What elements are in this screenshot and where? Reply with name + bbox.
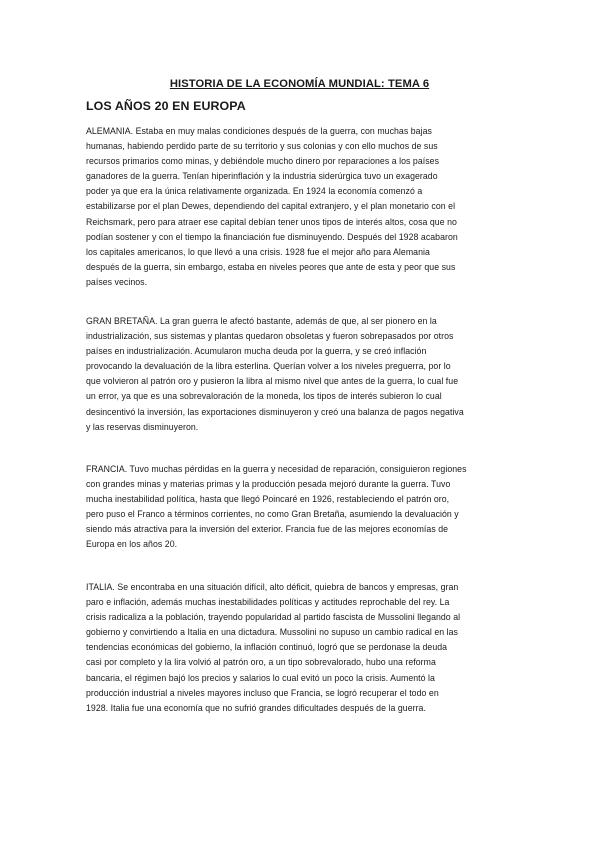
text-line: poder ya que era la única relativamente organizada. En 1924 la economía comenzó a — [86, 186, 423, 197]
text-line: que volvieron al patrón oro y pusieron la libra al mismo nivel que antes de la guerra, lo cual fue — [86, 376, 459, 387]
text-line: provocando la devaluación de la libra esterlina. Querían volver a los niveles preguerra, por lo — [86, 361, 451, 372]
text-line: ITALIA. Se encontraba en una situación difícil, alto déficit, quiebra de bancos y empresas, gran — [86, 582, 459, 592]
text-line: países en industrialización. Acumularon mucha deuda por la guerra, y se creó inflación — [86, 346, 427, 357]
text-line: países vecinos. — [86, 276, 148, 287]
text-line: ganadores de la guerra. Tenían hiperinflación y la industria siderúrgica tuvo un exagerado — [86, 171, 438, 182]
paragraph-francia — [86, 462, 522, 553]
text-line: humanas, habiendo perdido parte de su territorio y sus colonias y con ello muchos de sus — [86, 141, 438, 152]
text-line: paro e inflación, además muchas inestabilidades políticas y actitudes reprochable del rey. La — [86, 597, 450, 608]
text-line: producción industrial a niveles mayores incluso que Francia, se logró recuperar el todo en — [86, 687, 439, 698]
text-line: Reichsmark, pero para atraer ese capital debían tener unos tipos de interés altos, cosa que no — [86, 216, 457, 227]
text-line: recursos primarios como minas, y debiéndole mucho dinero por reparaciones a los países — [86, 156, 440, 167]
paragraph-gran-bretana — [86, 314, 522, 435]
text-line: desincentivó la inversión, las exportaciones disminuyeron y creó una balanza de pagos negativa — [86, 406, 464, 417]
text-line: y las reservas disminuyeron. — [86, 421, 199, 432]
paragraph-alemania — [86, 124, 522, 290]
document-title: HISTORIA DE LA ECONOMÍA MUNDIAL: TEMA 6 — [169, 78, 430, 90]
text-line: gobierno y convirtiendo a Italia en una dictadura. Mussolini no supuso un cambio radical en las — [86, 627, 458, 638]
text-line: ALEMANIA. Estaba en muy malas condiciones después de la guerra, con muchas bajas — [86, 126, 432, 136]
text-line: FRANCIA. Tuvo muchas pérdidas en la guerra y necesidad de reparación, consiguieron regiones — [86, 464, 467, 474]
text-line: crisis radicaliza a la población, trayendo popularidad al partido fascista de Mussolini llegando al — [86, 612, 461, 623]
paragraph-italia — [86, 580, 522, 716]
text-line: los capitales americanos, lo que llevó a una crisis. 1928 fue el mejor año para Alemania — [86, 246, 430, 257]
section-heading: LOS AÑOS 20 EN EUROPA — [86, 99, 246, 113]
text-line: siendo más atractiva para la inversión del exterior. Francia fue de las mejores economías de — [86, 524, 449, 535]
text-line: Europa en los años 20. — [86, 539, 178, 550]
text-line: podían sostener y con el tiempo la financiación fue disminuyendo. Después del 1928 acabaron — [86, 231, 458, 242]
text-line: GRAN BRETAÑA. La gran guerra le afectó bastante, además de que, al ser pionero en la — [86, 316, 437, 326]
text-line: mucha inestabilidad política, hasta que llegó Poincaré en 1926, restableciendo el patrón oro, — [86, 494, 450, 505]
text-line: 1928. Italia fue una economía que no sufrió grandes dificultades después de la guerra. — [86, 702, 426, 713]
text-line: bancaria, el régimen bajó los precios y salarios lo cual evitó un poco la crisis. Aumentó la — [86, 672, 435, 683]
text-line: estabilizarse por el plan Dewes, dependiendo del capital extranjero, y el plan monetario con el — [86, 201, 456, 212]
text-line: pero puso el Franco a términos corrientes, no como Gran Bretaña, asumiendo la devaluación y — [86, 509, 459, 520]
text-line: con grandes minas y materias primas y la producción pesada mejoró durante la guerra. Tuvo — [86, 479, 451, 490]
text-line: casi por completo y la lira volvió al patrón oro, a un tipo sobrevalorado, hubo una reforma — [86, 657, 436, 668]
text-line: tendencias económicas del gobierno, la inflación continuó, logró que se perdonase la deuda — [86, 642, 448, 653]
text-line: un error, ya que es una sobrevaloración de la moneda, los tipos de interés subieron lo cual — [86, 391, 442, 402]
text-line: industrialización, sus sistemas y plantas quedaron obsoletas y fueron sobrepasados por otros — [86, 331, 454, 342]
text-line: después de la guerra, sin embargo, estaba en niveles peores que ante de esta y peor que sus — [86, 261, 456, 272]
